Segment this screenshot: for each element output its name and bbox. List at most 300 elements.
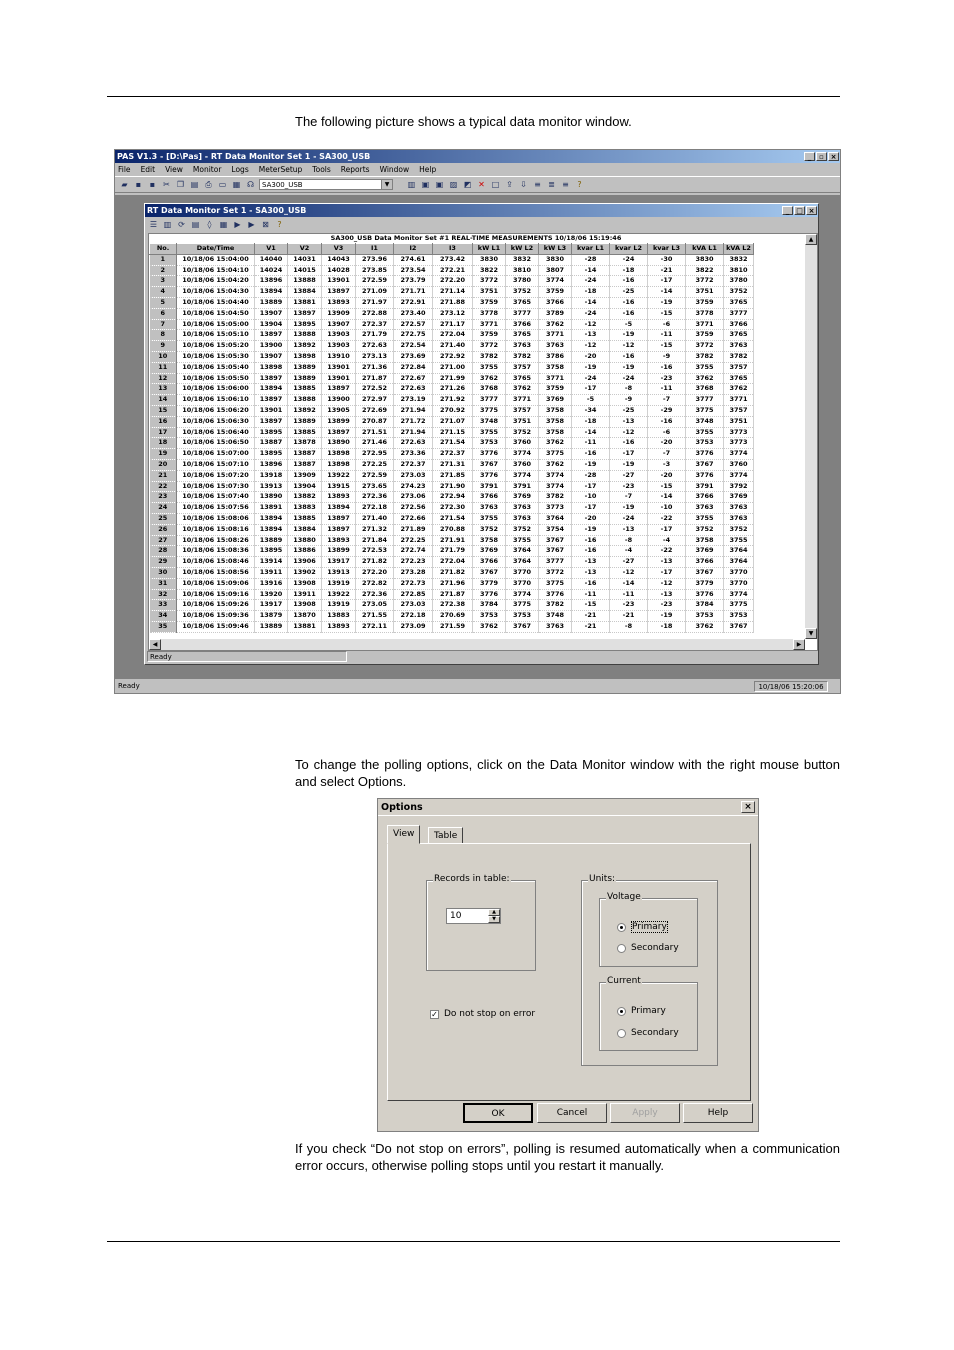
column-header[interactable]: kVA L2: [724, 244, 754, 255]
continuous-play-icon[interactable]: ▶: [248, 219, 255, 229]
menu-reports[interactable]: Reports: [340, 165, 370, 174]
data-grid[interactable]: [148, 233, 818, 651]
table-cell: 3753: [473, 438, 506, 449]
table-cell: 3789: [539, 308, 572, 319]
table-cell: 271.32: [356, 524, 394, 535]
table-cell: 13883: [322, 611, 356, 622]
table-cell: 3772: [686, 276, 724, 287]
check-icon[interactable]: ✓: [431, 1009, 438, 1019]
table-cell: 3772: [539, 567, 572, 578]
vertical-scrollbar[interactable]: [805, 234, 817, 639]
table-cell: 13885: [288, 427, 322, 438]
table-row[interactable]: [150, 416, 754, 427]
table-cell: 3830: [539, 254, 572, 265]
spin-up-icon[interactable]: ▲: [488, 909, 500, 916]
table-cell: -12: [572, 341, 610, 352]
table-cell: 272.37: [394, 459, 433, 470]
close-icon[interactable]: ×: [741, 801, 755, 813]
table-cell: -8: [610, 535, 648, 546]
child-close-button[interactable]: ×: [806, 206, 817, 215]
table-cell: 13920: [255, 589, 288, 600]
log-icon[interactable]: ≣: [548, 179, 555, 189]
options-title-bar[interactable]: [378, 799, 758, 816]
table-cell: 3762: [539, 459, 572, 470]
table-cell: 10/18/06 15:07:40: [177, 492, 255, 503]
table-cell: 271.85: [433, 470, 473, 481]
table-cell: 3758: [539, 416, 572, 427]
column-header[interactable]: V3: [322, 244, 356, 255]
current-primary-radio[interactable]: [617, 1006, 666, 1016]
table-cell: 10/18/06 15:05:00: [177, 319, 255, 330]
tou-icon[interactable]: ≡: [562, 179, 569, 189]
tab-view[interactable]: View: [387, 825, 420, 844]
table-cell: 13902: [288, 567, 322, 578]
column-header[interactable]: kW L2: [506, 244, 539, 255]
table-cell: -17: [648, 276, 686, 287]
table-cell: -11: [610, 589, 648, 600]
row-number: 35: [150, 621, 177, 632]
table-row[interactable]: [150, 438, 754, 449]
table-cell: 271.79: [433, 546, 473, 557]
table-row[interactable]: [150, 524, 754, 535]
table-row[interactable]: [150, 459, 754, 470]
table-cell: 13890: [322, 438, 356, 449]
menu-view[interactable]: View: [165, 165, 183, 174]
cut-icon[interactable]: ✂: [163, 179, 170, 189]
tab-table[interactable]: Table: [428, 827, 463, 844]
table-row[interactable]: [150, 362, 754, 373]
table-cell: 273.19: [394, 395, 433, 406]
table-cell: 271.07: [433, 416, 473, 427]
open-folder-icon[interactable]: ▰: [121, 179, 128, 189]
table-cell: 3752: [506, 287, 539, 298]
table-cell: 3782: [539, 600, 572, 611]
main-status-bar: [115, 679, 840, 693]
table-cell: 3755: [473, 513, 506, 524]
table-cell: 3755: [686, 513, 724, 524]
table-cell: 3772: [473, 341, 506, 352]
table-row[interactable]: [150, 384, 754, 395]
table-row[interactable]: [150, 567, 754, 578]
table-cell: 3748: [686, 416, 724, 427]
table-cell: 3753: [473, 611, 506, 622]
table-row[interactable]: [150, 611, 754, 622]
column-header[interactable]: kW L1: [473, 244, 506, 255]
table-cell: 10/18/06 15:05:20: [177, 341, 255, 352]
table-cell: 3763: [724, 341, 754, 352]
table-cell: 13900: [255, 341, 288, 352]
row-number: 17: [150, 427, 177, 438]
menu-edit[interactable]: Edit: [140, 165, 156, 174]
table-cell: 3763: [506, 503, 539, 514]
table-row[interactable]: [150, 427, 754, 438]
table-cell: 13889: [288, 416, 322, 427]
current-secondary-label: Secondary: [631, 1028, 679, 1038]
table-cell: -8: [610, 384, 648, 395]
table-cell: -10: [572, 492, 610, 503]
cancel-button[interactable]: Cancel: [537, 1103, 607, 1123]
table-cell: 271.17: [433, 319, 473, 330]
row-number: 13: [150, 384, 177, 395]
table-cell: -16: [572, 578, 610, 589]
table-cell: -15: [648, 308, 686, 319]
column-header[interactable]: kvar L3: [648, 244, 686, 255]
table-cell: 3751: [473, 287, 506, 298]
monitor-icon[interactable]: ▣: [421, 179, 430, 189]
table-cell: 10/18/06 15:04:00: [177, 254, 255, 265]
table-row[interactable]: [150, 578, 754, 589]
scroll-down-icon[interactable]: ▼: [805, 628, 817, 639]
table-cell: 13897: [322, 427, 356, 438]
stop-on-error-checkbox[interactable]: [430, 1009, 535, 1019]
table-row[interactable]: [150, 503, 754, 514]
table-cell: -23: [648, 600, 686, 611]
row-number: 8: [150, 330, 177, 341]
table-cell: 271.36: [356, 362, 394, 373]
column-header[interactable]: V1: [255, 244, 288, 255]
table-cell: 271.90: [433, 481, 473, 492]
column-header[interactable]: I3: [433, 244, 473, 255]
table-cell: -17: [572, 481, 610, 492]
table-cell: 10/18/06 15:08:56: [177, 567, 255, 578]
window-icon[interactable]: □: [491, 179, 500, 189]
table-cell: 13901: [322, 373, 356, 384]
table-cell: 3779: [686, 578, 724, 589]
table-cell: 3763: [724, 503, 754, 514]
table-cell: 271.89: [394, 524, 433, 535]
table-row[interactable]: [150, 535, 754, 546]
table-row[interactable]: [150, 589, 754, 600]
table-cell: -16: [610, 308, 648, 319]
table-cell: 3767: [473, 567, 506, 578]
table-cell: 3752: [506, 427, 539, 438]
table-cell: -13: [648, 589, 686, 600]
download-icon[interactable]: ⇩: [520, 179, 527, 189]
table-cell: 13918: [255, 470, 288, 481]
table-cell: 13903: [322, 341, 356, 352]
table-cell: 13896: [255, 276, 288, 287]
table-cell: -4: [610, 546, 648, 557]
table-cell: -14: [572, 265, 610, 276]
table-cell: 10/18/06 15:06:10: [177, 395, 255, 406]
table-cell: -11: [648, 384, 686, 395]
table-cell: 13880: [288, 535, 322, 546]
table-cell: 3758: [686, 535, 724, 546]
preview-icon[interactable]: ▭: [218, 179, 227, 189]
paste-icon[interactable]: ▤: [190, 179, 199, 189]
table-cell: 271.94: [394, 405, 433, 416]
table-row[interactable]: [150, 405, 754, 416]
child-status: Ready: [147, 651, 347, 662]
properties-icon[interactable]: ▦: [232, 179, 241, 189]
table-cell: 13899: [322, 546, 356, 557]
table-row[interactable]: [150, 265, 754, 276]
records-group-label: Records in table:: [434, 874, 510, 884]
table-cell: 272.63: [394, 384, 433, 395]
table-cell: 271.97: [356, 297, 394, 308]
menu-metersetup[interactable]: MeterSetup: [258, 165, 303, 174]
table-cell: 271.14: [433, 287, 473, 298]
menu-file[interactable]: File: [118, 165, 131, 174]
table-cell: -17: [648, 567, 686, 578]
table-row[interactable]: [150, 600, 754, 611]
table-view-icon[interactable]: ☰: [149, 219, 158, 229]
close-button[interactable]: ×: [828, 152, 839, 161]
table-cell: 3830: [686, 254, 724, 265]
menu-logs[interactable]: Logs: [231, 165, 249, 174]
minimize-button[interactable]: _: [804, 152, 815, 161]
voltage-secondary-radio[interactable]: [617, 943, 679, 953]
child-minimize-button[interactable]: _: [782, 206, 793, 215]
main-title-bar[interactable]: [115, 150, 840, 163]
table-cell: 10/18/06 15:07:30: [177, 481, 255, 492]
table-cell: 3753: [724, 611, 754, 622]
table-cell: 272.23: [394, 557, 433, 568]
table-cell: 3763: [506, 513, 539, 524]
table-cell: 3776: [473, 449, 506, 460]
table-row[interactable]: [150, 492, 754, 503]
gen-icon[interactable]: ≡: [534, 179, 541, 189]
column-header[interactable]: I2: [394, 244, 433, 255]
table-cell: -13: [572, 557, 610, 568]
table-row[interactable]: [150, 351, 754, 362]
table-cell: 272.18: [394, 611, 433, 622]
table-cell: -23: [648, 373, 686, 384]
table-cell: 3776: [686, 589, 724, 600]
chart-view-icon[interactable]: ▥: [163, 219, 172, 229]
setup-icon[interactable]: ▦: [219, 219, 228, 229]
table-row[interactable]: [150, 297, 754, 308]
table-cell: -19: [648, 611, 686, 622]
table-row[interactable]: [150, 481, 754, 492]
menu-help[interactable]: Help: [419, 165, 437, 174]
table-cell: 3769: [724, 492, 754, 503]
copy-icon[interactable]: ❐: [176, 179, 185, 189]
table-cell: 272.30: [433, 503, 473, 514]
table-cell: 273.40: [394, 308, 433, 319]
help-icon[interactable]: ?: [277, 219, 282, 229]
menu-window[interactable]: Window: [379, 165, 410, 174]
monitor-set-icon[interactable]: ▣: [435, 179, 444, 189]
upload-icon[interactable]: ⇪: [506, 179, 513, 189]
scroll-left-icon[interactable]: ◀: [149, 639, 161, 650]
table-row[interactable]: [150, 621, 754, 632]
table-cell: 3755: [506, 535, 539, 546]
table-cell: 273.13: [356, 351, 394, 362]
table-cell: 3748: [473, 416, 506, 427]
column-header[interactable]: V2: [288, 244, 322, 255]
table-cell: -20: [648, 438, 686, 449]
table-cell: 3782: [686, 351, 724, 362]
table-cell: -21: [572, 621, 610, 632]
table-row[interactable]: [150, 341, 754, 352]
table-cell: 272.85: [394, 589, 433, 600]
table-cell: 3759: [539, 384, 572, 395]
main-status-text: Ready: [118, 682, 140, 690]
ok-button[interactable]: OK: [463, 1103, 533, 1123]
save-icon[interactable]: ▪: [135, 179, 142, 189]
help-button[interactable]: Help: [683, 1103, 753, 1123]
column-header[interactable]: kvar L1: [572, 244, 610, 255]
table-cell: 3759: [473, 297, 506, 308]
table-cell: 13897: [288, 308, 322, 319]
scroll-up-icon[interactable]: ▲: [805, 234, 817, 245]
help-icon[interactable]: ?: [577, 179, 582, 189]
table-cell: 3775: [686, 405, 724, 416]
table-cell: 10/18/06 15:07:56: [177, 503, 255, 514]
row-number: 20: [150, 459, 177, 470]
menu-monitor[interactable]: Monitor: [192, 165, 222, 174]
table-cell: 271.79: [356, 330, 394, 341]
column-header[interactable]: kvar L2: [610, 244, 648, 255]
table-cell: 13887: [288, 459, 322, 470]
table-cell: 272.66: [394, 513, 433, 524]
table-cell: 3773: [724, 427, 754, 438]
table-row[interactable]: [150, 395, 754, 406]
table-row[interactable]: [150, 470, 754, 481]
table-cell: 3769: [539, 395, 572, 406]
table-cell: 13888: [288, 395, 322, 406]
table-cell: 10/18/06 15:08:46: [177, 557, 255, 568]
table-cell: 3757: [506, 362, 539, 373]
table-row[interactable]: [150, 557, 754, 568]
table-cell: 3754: [539, 524, 572, 535]
table-cell: 3777: [473, 395, 506, 406]
table-cell: 3771: [724, 395, 754, 406]
table-cell: 13881: [288, 297, 322, 308]
table-cell: 13895: [255, 427, 288, 438]
table-cell: 13919: [322, 600, 356, 611]
table-row[interactable]: [150, 308, 754, 319]
connect-icon[interactable]: ☊: [246, 179, 255, 189]
table-cell: 272.84: [394, 362, 433, 373]
table-cell: 10/18/06 15:05:30: [177, 351, 255, 362]
radio-unselected-icon[interactable]: [617, 1029, 626, 1038]
restore-button[interactable]: ▫: [816, 152, 827, 161]
radio-selected-icon[interactable]: [617, 1007, 626, 1016]
scroll-right-icon[interactable]: ▶: [793, 639, 805, 650]
child-title-bar[interactable]: [145, 204, 818, 217]
meter-icon[interactable]: ◊: [207, 219, 212, 229]
data-monitor-window[interactable]: [144, 203, 819, 665]
table-cell: 10/18/06 15:09:26: [177, 600, 255, 611]
table-icon[interactable]: ▥: [407, 179, 416, 189]
chart-icon[interactable]: ▨: [449, 179, 458, 189]
table-cell: 13893: [322, 492, 356, 503]
column-header[interactable]: No.: [150, 244, 177, 255]
table-cell: 3763: [473, 503, 506, 514]
table-cell: 271.72: [394, 416, 433, 427]
table-row[interactable]: [150, 287, 754, 298]
table-cell: -22: [648, 513, 686, 524]
table-cell: 271.40: [433, 341, 473, 352]
table-cell: 272.11: [356, 621, 394, 632]
units-group-label: Units:: [589, 874, 616, 884]
table-cell: 272.88: [356, 308, 394, 319]
table-cell: 13885: [288, 513, 322, 524]
menu-tools[interactable]: Tools: [312, 165, 331, 174]
table-cell: 3782: [506, 351, 539, 362]
column-header[interactable]: kVA L1: [686, 244, 724, 255]
chevron-down-icon[interactable]: ▼: [381, 180, 392, 189]
spin-down-icon[interactable]: ▼: [488, 916, 500, 923]
column-header[interactable]: kW L3: [539, 244, 572, 255]
table-cell: -15: [648, 481, 686, 492]
table-cell: -19: [572, 459, 610, 470]
table-row[interactable]: [150, 319, 754, 330]
records-spinner[interactable]: [446, 908, 501, 924]
table-cell: 271.59: [433, 621, 473, 632]
pas-main-window: [114, 149, 841, 694]
radio-selected-icon[interactable]: [617, 923, 626, 932]
table-cell: 3776: [686, 449, 724, 460]
voltage-primary-radio[interactable]: [617, 921, 668, 933]
delete-icon[interactable]: ✕: [478, 179, 485, 189]
table-cell: 3776: [473, 470, 506, 481]
table-cell: -27: [610, 470, 648, 481]
table-cell: -28: [572, 470, 610, 481]
table-cell: 272.04: [433, 557, 473, 568]
column-header[interactable]: Date/Time: [177, 244, 255, 255]
table-row[interactable]: [150, 513, 754, 524]
table-cell: 272.56: [394, 503, 433, 514]
stop-icon[interactable]: ⊠: [262, 219, 269, 229]
table-cell: 3767: [686, 567, 724, 578]
radio-unselected-icon[interactable]: [617, 944, 626, 953]
table-cell: 3769: [506, 492, 539, 503]
table-cell: 271.54: [433, 438, 473, 449]
table-row[interactable]: [150, 373, 754, 384]
horizontal-scrollbar[interactable]: [149, 639, 805, 650]
view-tab-panel: [387, 843, 751, 1101]
table-cell: 10/18/06 15:05:50: [177, 373, 255, 384]
voltage-secondary-label: Secondary: [631, 943, 679, 953]
child-maximize-button[interactable]: □: [794, 206, 805, 215]
site-combo[interactable]: [259, 179, 393, 190]
table-row[interactable]: [150, 546, 754, 557]
table-cell: 3771: [539, 330, 572, 341]
table-cell: 13889: [255, 621, 288, 632]
poll-icon[interactable]: ⟳: [178, 219, 185, 229]
waveform-icon[interactable]: ◩: [463, 179, 472, 189]
table-cell: -18: [572, 287, 610, 298]
table-cell: 3777: [539, 557, 572, 568]
table-row[interactable]: [150, 276, 754, 287]
table-cell: 10/18/06 15:04:40: [177, 297, 255, 308]
table-cell: -13: [572, 567, 610, 578]
table-cell: 10/18/06 15:04:10: [177, 265, 255, 276]
print-icon[interactable]: ⎙: [205, 179, 212, 189]
list-icon[interactable]: ▤: [191, 219, 200, 229]
row-number: 34: [150, 611, 177, 622]
table-row[interactable]: [150, 254, 754, 265]
table-cell: 3757: [724, 362, 754, 373]
table-row[interactable]: [150, 330, 754, 341]
apply-button[interactable]: Apply: [610, 1103, 680, 1123]
current-secondary-radio[interactable]: [617, 1028, 679, 1038]
save-all-icon[interactable]: ▪: [149, 179, 156, 189]
table-cell: 13899: [322, 416, 356, 427]
table-cell: 10/18/06 15:04:50: [177, 308, 255, 319]
play-icon[interactable]: ▶: [234, 219, 241, 229]
row-number: 15: [150, 405, 177, 416]
table-cell: 13895: [255, 546, 288, 557]
table-row[interactable]: [150, 449, 754, 460]
table-cell: 272.38: [433, 600, 473, 611]
table-cell: 3757: [724, 405, 754, 416]
table-cell: 270.69: [433, 611, 473, 622]
column-header[interactable]: I1: [356, 244, 394, 255]
